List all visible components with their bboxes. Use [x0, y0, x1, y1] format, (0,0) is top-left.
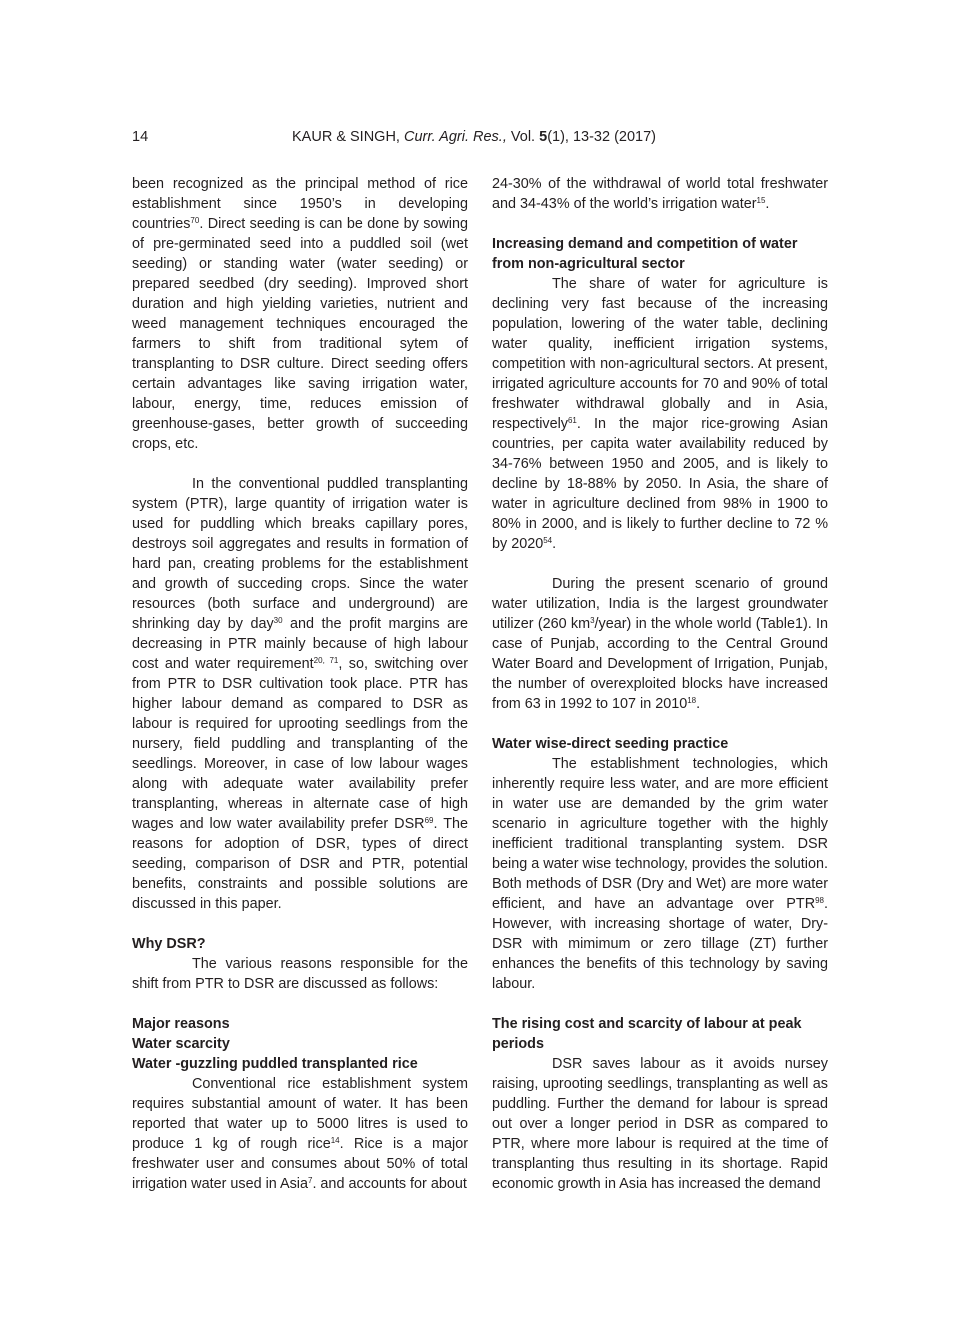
- text-run: .: [765, 196, 770, 212]
- text-run: .: [696, 696, 701, 712]
- text-run: .: [552, 536, 557, 552]
- volume-number: 5: [539, 129, 548, 145]
- text-run: /year) in the whole world (Table1). In case of Punjab, according to the Central Ground Water Board and Development of Irrigation, Punjab, the number of overexploited blocks have increased from 63 in 1992 to 107 in 2010: [492, 616, 828, 712]
- text-run: The establishment technologies, which inherently require less water, and are more efficient in water use are demanded by the grim water scenario in agriculture together with the highly inefficient traditional transplanting system. DSR being a water wise technology, provides the solution. Both methods of DSR (Dry and Wet) are more water efficient, and have an advantage over PTR: [492, 756, 828, 912]
- citation-ref: 20, 71: [313, 656, 339, 665]
- text-run: During the present scenario of ground water utilization, India is the largest groundwater utilizer (260 km: [492, 576, 828, 632]
- section-heading: Increasing demand and competition of water from non-agricultural sector: [492, 236, 798, 272]
- subsection-heading: Water scarcity: [132, 1036, 230, 1052]
- citation-ref: 69: [424, 816, 434, 825]
- text-run: . and accounts for about: [312, 1176, 467, 1192]
- citation-ref: 98: [815, 896, 824, 905]
- paragraph: [492, 574, 828, 714]
- paragraph: [132, 474, 468, 914]
- citation-ref: 54: [543, 536, 553, 545]
- citation-ref: 7: [307, 1176, 313, 1185]
- page-number: 14: [132, 129, 149, 145]
- subsection-heading: Water -guzzling puddled transplanted rice: [132, 1056, 418, 1072]
- citation-ref: 18: [687, 696, 697, 705]
- superscript: 3: [590, 616, 595, 625]
- citation-ref: 30: [273, 616, 283, 625]
- left-column: [132, 174, 468, 1194]
- page-header: [132, 129, 828, 151]
- text-run: , so, switching over from PTR to DSR cultivation took place. PTR has higher labour demand as compared to DSR as labour is required for uprooting seedlings from the nursery, field puddling and transplanting of the seedlings. Moreover, in case of low labour wages along with adequate water availability prefer transplanting, whereas in alternate case of high wages and low water availability prefer DSR: [132, 656, 468, 832]
- section-heading: The rising cost and scarcity of labour at peak periods: [492, 1016, 802, 1052]
- text-run: . However, with increasing shortage of water, Dry-DSR with mimimum or zero tillage (ZT) further enhances the benefits of this technology by saving labour.: [492, 896, 828, 992]
- paragraph: [492, 174, 828, 214]
- paragraph: [132, 174, 468, 454]
- text-run: Conventional rice establishment system requires substantial amount of water. It has been reported that water up to 5000 litres is used to produce 1 kg of rough rice: [132, 1076, 468, 1152]
- citation-ref: 15: [756, 196, 766, 205]
- paragraph: DSR saves labour as it avoids nursey raising, uprooting seedlings, transplanting as well as puddling. Further the demand for labour is spread out over a longer period in DSR as compared to PTR, where more labour is required at the time of transplanting thus resulting in its shortage. Rapid economic growth in Asia has increased the demand: [492, 1056, 828, 1192]
- text-run: . In the major rice-growing Asian countries, per capita water availability reduced by 34-76% between 1950 and 2005, and is likely to decline by 18-88% by 2050. In Asia, the share of water in agriculture declined from 98% in 1900 to 80% in 2000, and is likely to further decline to 72 % by 2020: [492, 416, 828, 552]
- paragraph: [132, 1074, 468, 1194]
- text-run: . Rice is a major freshwater user and consumes about 50% of total irrigation water used in Asia: [132, 1136, 468, 1192]
- running-head-authors: KAUR & SINGH,: [292, 129, 400, 145]
- text-run: . Direct seeding is can be done by sowing of pre-germinated seed into a puddled soil (wet seeding) or standing water (water seeding) or prepared seedbed (dry seeding). Improved short duration and high yielding varieties, nutrient and weed management techniques encouraged the farmers to shift from traditional sytem of transplanting to DSR culture. Direct seeding offers certain advantages like saving irrigation water, labour, energy, time, reduces emission of greenhouse-gases, better growth of succeeding crops, etc.: [132, 216, 468, 452]
- text-run: been recognized as the principal method of rice establishment since 1950’s in developing countries: [132, 176, 468, 232]
- paragraph: The various reasons responsible for the shift from PTR to DSR are discussed as follows:: [132, 956, 468, 992]
- journal-name: Curr. Agri. Res.,: [404, 129, 507, 145]
- section-heading: Water wise-direct seeding practice: [492, 736, 729, 752]
- text-run: . The reasons for adoption of DSR, types of direct seeding, comparison of DSR and PTR, potential benefits, constraints and possible solutions are discussed in this paper.: [132, 816, 468, 912]
- running-head: [292, 129, 656, 145]
- citation-ref: 70: [190, 216, 200, 225]
- text-run: In the conventional puddled transplanting system (PTR), large quantity of irrigation water is used for puddling which breaks capillary pores, destroys soil aggregates and results in formation of hard pan, creating problems for the establishment and growth of succeding crops. Since the water resources (both surface and underground) are shrinking day by day: [132, 476, 468, 632]
- paragraph: [492, 274, 828, 554]
- citation-ref: 61: [567, 416, 577, 425]
- text-run: and the profit margins are decreasing in PTR mainly because of high labour cost and water requirement: [132, 616, 468, 672]
- issue-pages-year: (1), 13-32 (2017): [547, 129, 656, 145]
- section-heading: Major reasons: [132, 1016, 230, 1032]
- right-column: [492, 174, 828, 1194]
- section-heading: Why DSR?: [132, 936, 206, 952]
- volume-label: Vol.: [510, 129, 536, 145]
- paragraph: [492, 754, 828, 994]
- text-run: 24-30% of the withdrawal of world total freshwater and 34-43% of the world’s irrigation water: [492, 176, 828, 212]
- citation-ref: 14: [330, 1136, 340, 1145]
- text-run: The share of water for agriculture is declining very fast because of the increasing population, lowering of the water table, declining water quality, inefficient irrigation systems, competition with non-agricultural sectors. At present, irrigated agriculture accounts for 70 and 90% of total freshwater withdrawal globally and in Asia, respectively: [492, 276, 828, 432]
